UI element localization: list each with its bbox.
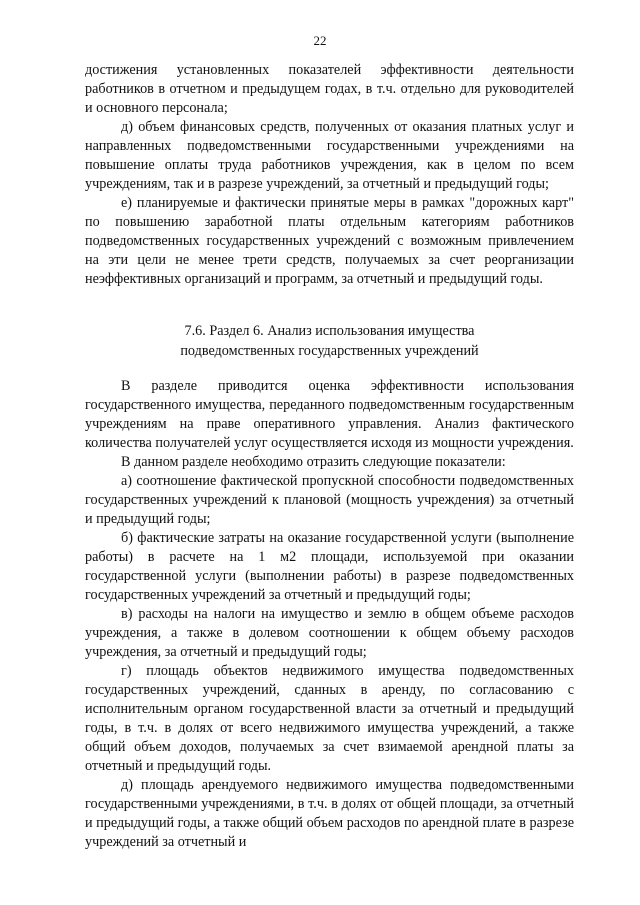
section-heading — [85, 321, 574, 361]
section-title — [85, 321, 574, 361]
paragraph-continuation: достижения установленных показателей эффективности деятельности работников в отчетном и предыдущем годах, в т.ч. отдельно для руководителей и основного персонала; — [85, 62, 574, 116]
section-title-line-1: 7.6. Раздел 6. Анализ использования имущества — [184, 323, 475, 339]
top-text-block — [85, 61, 574, 289]
section-title-line-2: подведомственных государственных учреждений — [180, 343, 479, 359]
page-number: 22 — [313, 33, 327, 48]
paragraph-item-e: е) планируемые и фактически принятые меры в рамках "дорожных карт" по повышению заработной платы отдельным категориям работников подведомственных государственных учреждений с возможным привлечением на эти цели не менее трети средств, получаемых за счет реорганизации неэффективных организаций и программ, за отчетный и предыдущий годы. — [85, 195, 574, 287]
paragraph-item-d2: д) площадь арендуемого недвижимого имущества подведомственными государственными учреждениями, в т.ч. в долях от общей площади, за отчетный и предыдущий годы, а также общий объем расходов по арендной плате в разрезе учреждений за отчетный и — [85, 777, 574, 850]
paragraph-item-g: г) площадь объектов недвижимого имущества подведомственных государственных учреждений, сданных в аренду, по согласованию с исполнительным органом государственной власти за отчетный и предыдущий годы, в т.ч. в долях от всего недвижимого имущества учреждений, а также общий объем доходов, получаемых за счет взимаемой арендной платы за отчетный и предыдущий годы. — [85, 663, 574, 774]
paragraph-item-d: д) объем финансовых средств, полученных от оказания платных услуг и направленных подведомственными государственными учреждениями на повышение оплаты труда работников учреждения, как в целом по всем учреждениям, так и в разрезе учреждений, за отчетный и предыдущий годы; — [85, 119, 574, 192]
paragraph-item-v: в) расходы на налоги на имущество и землю в общем объеме расходов учреждения, а также в долевом соотношении к общем объему расходов учреждения, за отчетный и предыдущий годы; — [85, 606, 574, 660]
bottom-text-block — [85, 377, 574, 852]
paragraph-item-a: а) соотношение фактической пропускной способности подведомственных государственных учреждений к плановой (мощность учреждения) за отчетный и предыдущий годы; — [85, 473, 574, 527]
paragraph-indicators-lead: В данном разделе необходимо отразить следующие показатели: — [121, 454, 506, 470]
paragraph-item-b: б) фактические затраты на оказание государственной услуги (выполнение работы) в расчете на 1 м2 площади, используемой при оказании государственной услуги (выполнении работы) в разрезе подведомственных государственных учреждений за отчетный и предыдущий годы; — [85, 530, 574, 603]
paragraph-intro: В разделе приводится оценка эффективности использования государственного имущества, переданного подведомственным государственным учреждениям на праве оперативного управления. Анализ фактического количества получателей услуг осуществляется исходя из мощности учреждения. — [85, 378, 574, 451]
